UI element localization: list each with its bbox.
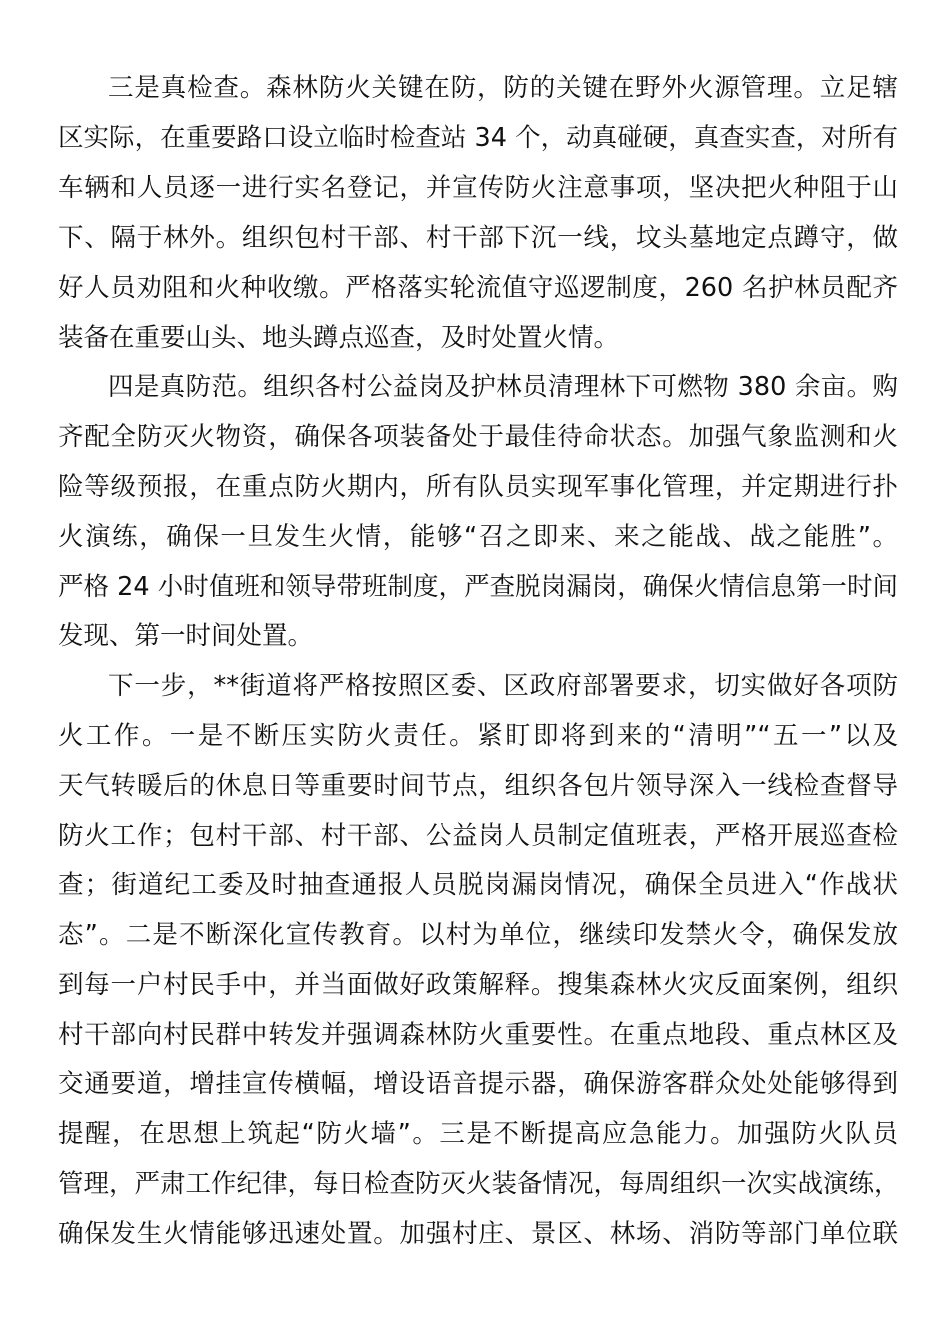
text-line: 齐配全防灭火物资，确保各项装备处于最佳待命状态。加强气象监测和火 <box>58 422 898 452</box>
text-line: 天气转暖后的休息日等重要时间节点，组织各包片领导深入一线检查督导 <box>58 771 898 801</box>
text-line: 到每一户村民手中，并当面做好政策解释。搜集森林火灾反面案例，组织 <box>58 970 898 1000</box>
text-line: 发现、第一时间处置。 <box>58 621 314 651</box>
text-line: 防火工作；包村干部、村干部、公益岗人员制定值班表，严格开展巡查检 <box>58 821 898 851</box>
text-line: 区实际，在重要路口设立临时检查站 34 个，动真碰硬，真查实查，对所有 <box>58 123 898 153</box>
text-line: 火工作。一是不断压实防火责任。紧盯即将到来的“清明”“五一”以及 <box>58 721 898 751</box>
text-line: 下、隔于林外。组织包村干部、村干部下沉一线，坟头墓地定点蹲守，做 <box>58 223 898 253</box>
text-line: 确保发生火情能够迅速处置。加强村庄、景区、林场、消防等部门单位联 <box>58 1219 898 1249</box>
text-line: 好人员劝阻和火种收缴。严格落实轮流值守巡逻制度，260 名护林员配齐 <box>58 273 898 303</box>
text-line: 提醒，在思想上筑起“防火墙”。三是不断提高应急能力。加强防火队员 <box>58 1119 898 1149</box>
text-line: 交通要道，增挂宣传横幅，增设语音提示器，确保游客群众处处能够得到 <box>58 1069 898 1099</box>
text-line: 车辆和人员逐一进行实名登记，并宣传防火注意事项，坚决把火种阻于山 <box>58 173 898 203</box>
text-line: 火演练，确保一旦发生火情，能够“召之即来、来之能战、战之能胜”。 <box>58 522 898 552</box>
text-line: 态”。二是不断深化宣传教育。以村为单位，继续印发禁火令，确保发放 <box>58 920 898 950</box>
text-line: 严格 24 小时值班和领导带班制度，严查脱岗漏岗，确保火情信息第一时间 <box>58 572 898 602</box>
text-line: 装备在重要山头、地头蹲点巡查，及时处置火情。 <box>58 323 620 353</box>
text-line: 村干部向村民群中转发并强调森林防火重要性。在重点地段、重点林区及 <box>58 1020 898 1050</box>
text-line: 下一步，**街道将严格按照区委、区政府部署要求，切实做好各项防 <box>108 671 898 701</box>
text-line: 四是真防范。组织各村公益岗及护林员清理林下可燃物 380 余亩。购 <box>108 372 898 402</box>
text-line: 查；街道纪工委及时抽查通报人员脱岗漏岗情况，确保全员进入“作战状 <box>58 870 898 900</box>
text-line: 险等级预报，在重点防火期内，所有队员实现军事化管理，并定期进行扑 <box>58 472 898 502</box>
text-line: 三是真检查。森林防火关键在防，防的关键在野外火源管理。立足辖 <box>108 73 898 103</box>
text-line: 管理，严肃工作纪律，每日检查防灭火装备情况，每周组织一次实战演练， <box>58 1169 900 1199</box>
